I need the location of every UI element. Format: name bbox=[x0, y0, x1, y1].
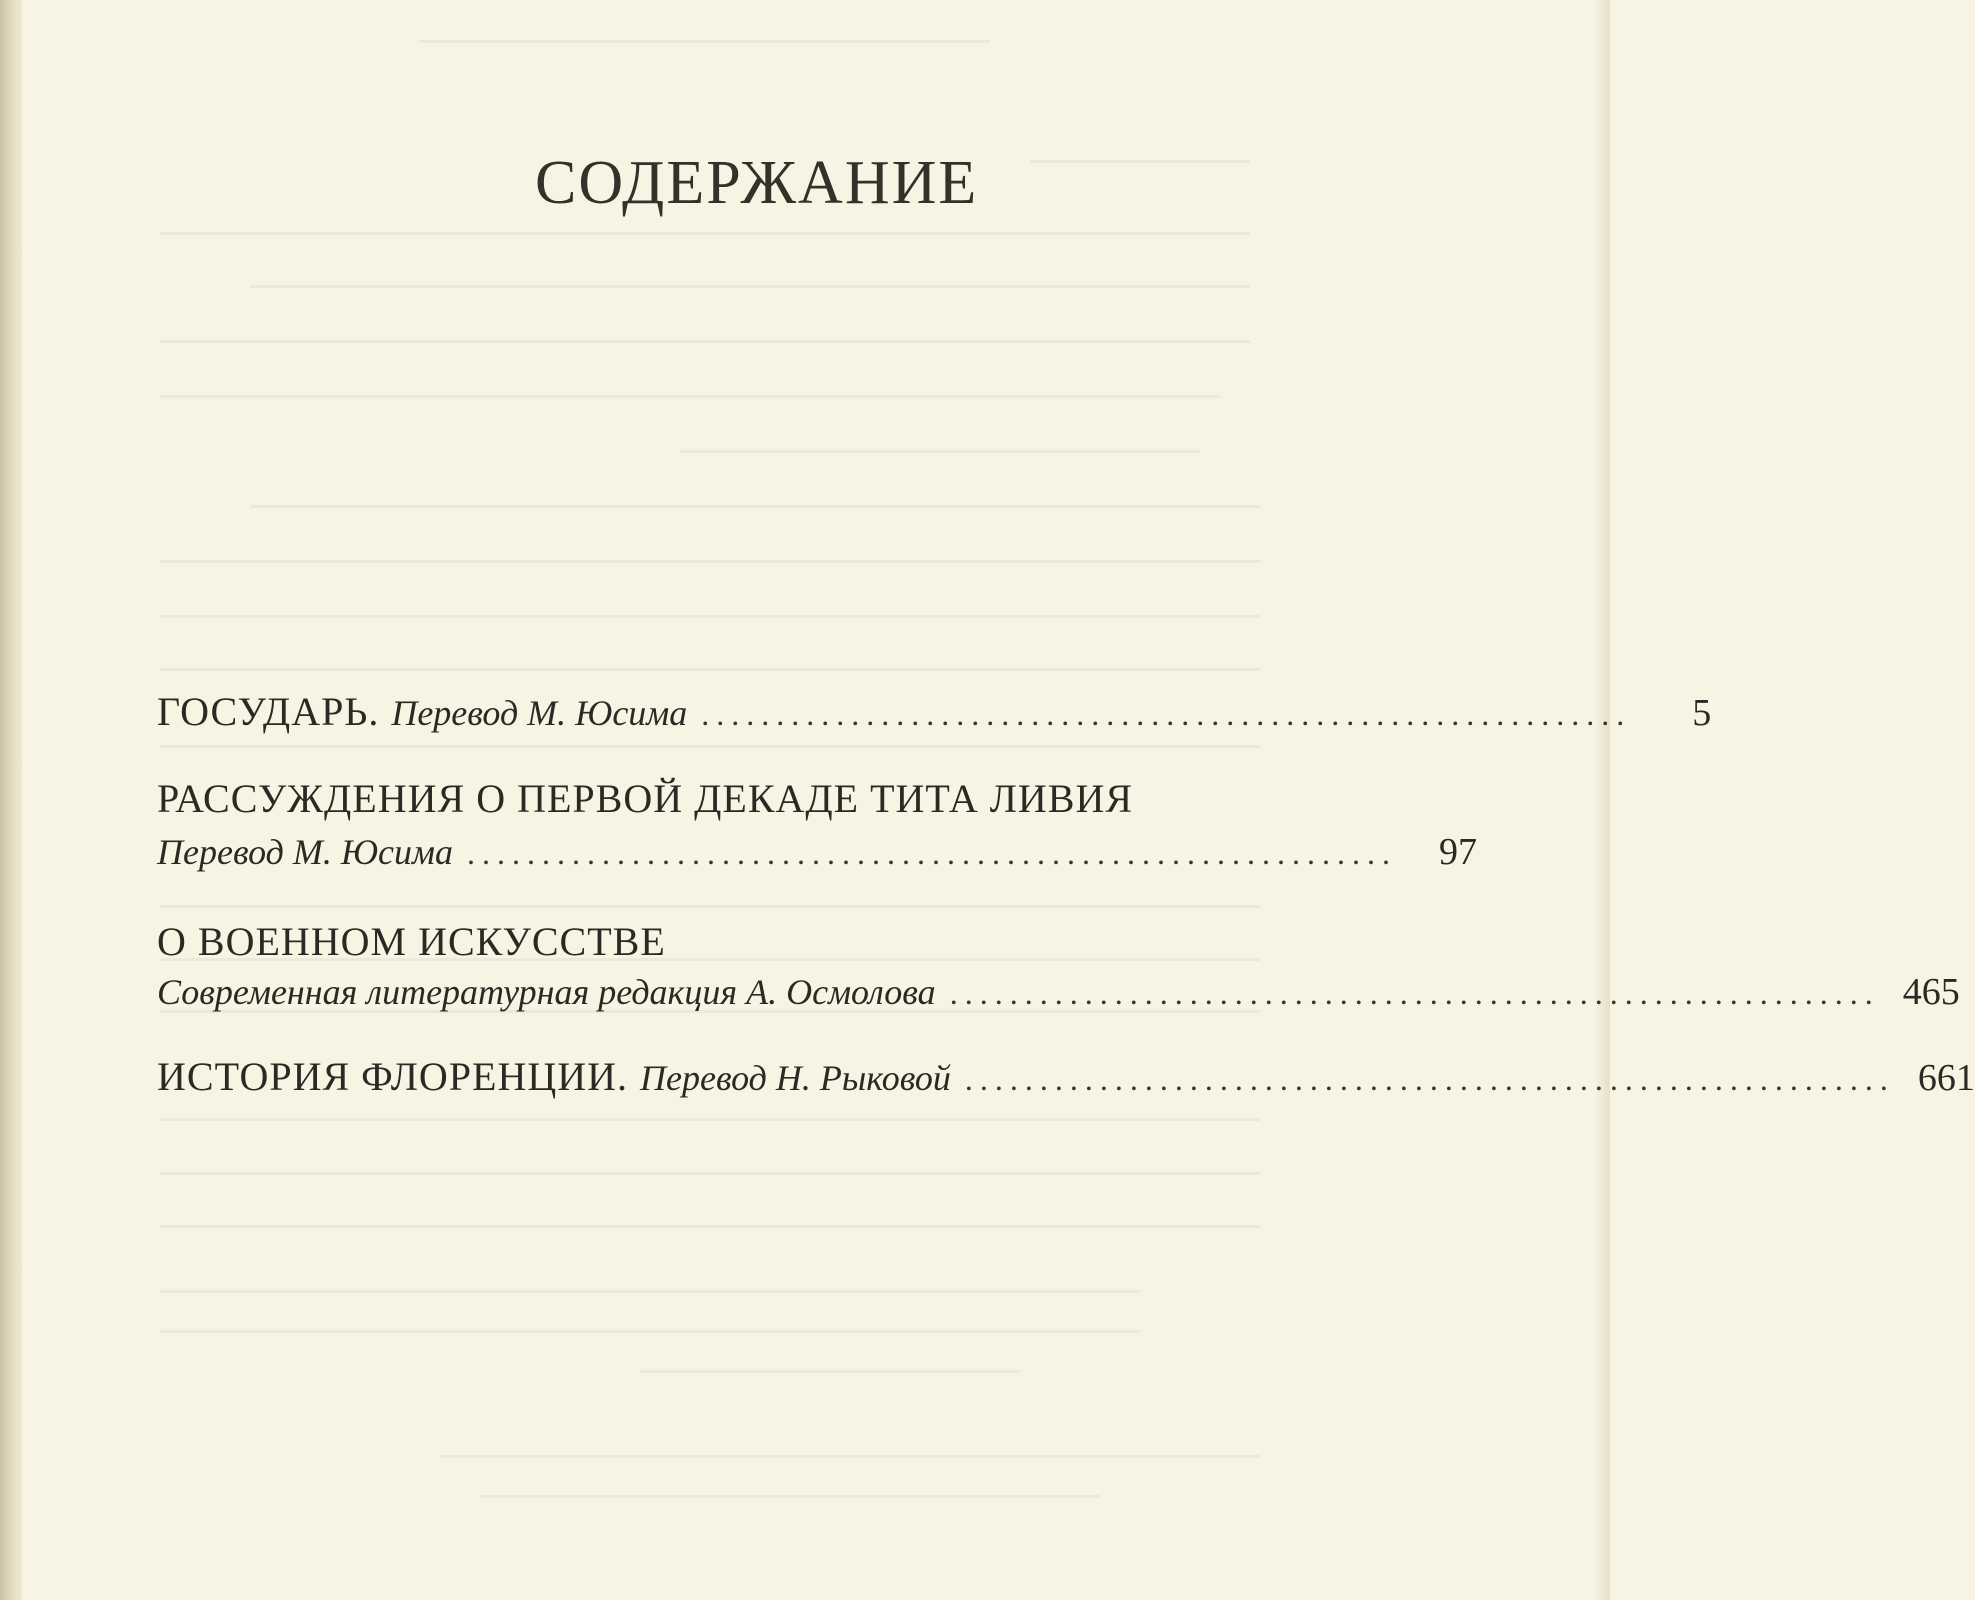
toc-entry-3[interactable] bbox=[157, 970, 1960, 1014]
toc-entry-page: 97 bbox=[1438, 831, 1477, 873]
toc-title: СОДЕРЖАНИЕ bbox=[535, 149, 979, 217]
toc-entry-2[interactable] bbox=[157, 830, 1477, 874]
page-edge-right bbox=[1596, 0, 1610, 1600]
toc-entry-title: ГОСУДАРЬ. bbox=[157, 689, 380, 734]
dot-leader: .............................................................. bbox=[964, 1061, 1895, 1097]
toc-entry-page: 5 bbox=[1692, 692, 1712, 734]
toc-entry-page: 465 bbox=[1902, 971, 1960, 1013]
toc-entry-subtitle: Современная литературная редакция А. Осмолова bbox=[157, 972, 936, 1012]
toc-entry-subtitle: Перевод М. Юсима bbox=[391, 693, 688, 733]
toc-entry-2-title[interactable]: РАССУЖДЕНИЯ О ПЕРВОЙ ДЕКАДЕ ТИТА ЛИВИЯ bbox=[157, 776, 1134, 821]
dot-leader: .............................................................. bbox=[949, 975, 1880, 1011]
dot-leader: .............................................................. bbox=[466, 835, 1397, 871]
toc-entry-4[interactable] bbox=[157, 1053, 1975, 1100]
dot-leader: .............................................................. bbox=[701, 696, 1632, 732]
toc-entry-page: 661 bbox=[1917, 1057, 1975, 1099]
toc-entry-subtitle: Перевод М. Юсима bbox=[157, 832, 453, 872]
toc-entry-subtitle: Перевод Н. Рыковой bbox=[640, 1058, 951, 1098]
toc-entry-3-title[interactable]: О ВОЕННОМ ИСКУССТВЕ bbox=[157, 919, 666, 964]
page-edge-left bbox=[0, 0, 22, 1600]
toc-entry-1[interactable] bbox=[157, 688, 1712, 735]
toc-entry-title: ИСТОРИЯ ФЛОРЕНЦИИ. bbox=[157, 1054, 629, 1099]
